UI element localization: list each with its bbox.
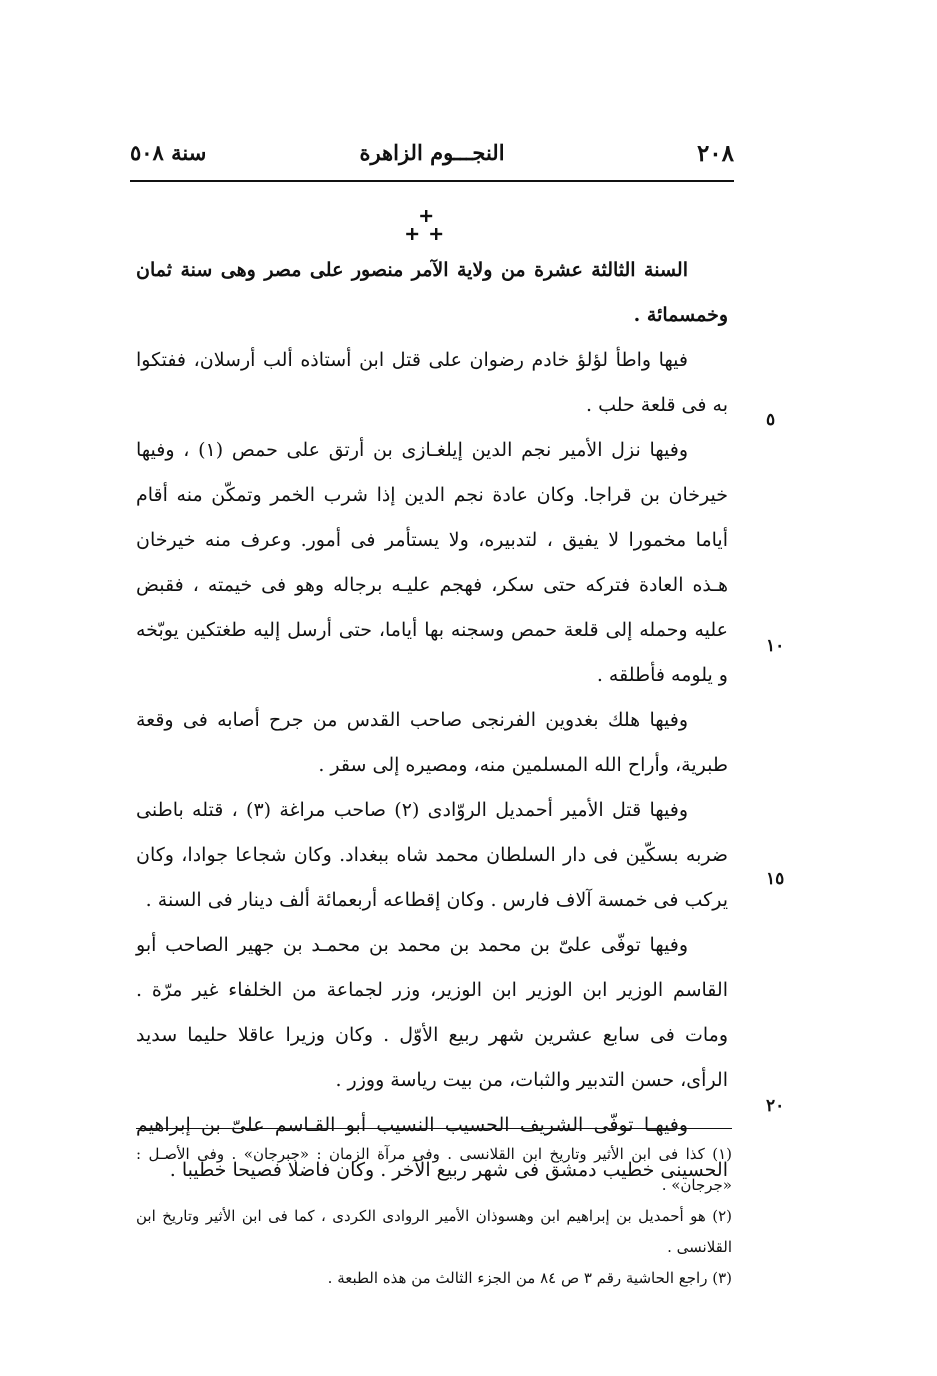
- page-number: ٢٠٨: [696, 140, 734, 167]
- running-year: سنة ٥٠٨: [130, 140, 207, 165]
- header-rule: [130, 180, 734, 182]
- year-heading: السنة الثالثة عشرة من ولاية الآمر منصور على مصر وهى سنة ثمان وخمسمائة .: [136, 259, 728, 326]
- margin-line-number-5: ٥: [766, 410, 776, 430]
- body-text: [136, 248, 728, 1193]
- paragraph-ahmadil: وفيها قتل الأمير أحمديل الروّادى (٢) صاحب مراغة (٣) ، قتله باطنى ضربه بسكّين فى دار السلطان محمد شاه ببغداد. وكان شجاعا جوادا، وكان يركب فى خمسة آلاف فارس . وكان إقطاعه أربعمائة ألف دينار فى السنة .: [136, 799, 728, 911]
- footnote-1: (١) كذا فى ابن الأثير وتاريخ ابن القلانسى . وفى مرآة الزمان : «جبرجان» . وفى الأصـل : «جرجان» .: [136, 1145, 732, 1194]
- margin-line-number-15: ١٥: [766, 869, 785, 889]
- footnote-3: (٣) راجع الحاشية رقم ٣ ص ٨٤ من الجزء الثالث من هذه الطبعة .: [327, 1269, 732, 1287]
- footnotes: [136, 1128, 732, 1294]
- paragraph-baldwin: وفيها هلك بغدوين الفرنجى صاحب القدس من جرح أصابه فى وقعة طبرية، وأراح الله المسلمين منه، ومصيره إلى سقر .: [136, 709, 728, 776]
- footnote-2: (٢) هو أحمديل بن إبراهيم ابن وهسوذان الأمير الروادى الكردى ، كما فى ابن الأثير وتاريخ ابن القلانسى .: [136, 1207, 732, 1256]
- paragraph-sharif-husayni: وفيهـا توفّى الشريف الحسيب النسيب أبو القـاسم علىّ بن إبراهيم الحسينى خطيب دمشق فى شهر ربيع الآخر . وكان فاضلا فصيحا خطيبا .: [136, 1114, 728, 1181]
- margin-line-number-20: ٢٠: [766, 1096, 785, 1116]
- running-title: النجـــوم الزاهرة: [359, 140, 505, 165]
- running-header: [130, 140, 734, 176]
- margin-line-number-10: ١٠: [766, 636, 785, 656]
- section-ornament-icon: [398, 208, 458, 248]
- paragraph-lulu: فيها واطأ لؤلؤ خادم رضوان على قتل ابن أستاذه ألب أرسلان، ففتكوا به فى قلعة حلب .: [136, 349, 728, 416]
- paragraph-ilghazi: وفيها نزل الأمير نجم الدين إيلغـازى بن أرتق على حمص (١) ، وفيها خيرخان بن قراجا. وكان عادة نجم الدين إذا شرب الخمر وتمكّن منه أقام أياما مخمورا لا يفيق ، لتدبيره، ولا يستأمر فى أمور. وعرف منه خيرخان هـذه العادة فتركه حتى سكر، فهجم عليـه برجاله وهو فى خيمته ، فقبض عليه وحمله إلى قلعة حمص وسجنه بها أياما، حتى أرسل إليه طغتكين يوبّخه و يلومه فأطلقه .: [136, 439, 728, 686]
- paragraph-ibn-jahir: وفيها توفّى علىّ بن محمد بن محمد بن محمـد بن جهير الصاحب أبو القاسم الوزير ابن الوزير ابن الوزير، وزر لجماعة من الخلفاء غير مرّة . ومات فى سابع عشرين شهر ربيع الأوّل . وكان وزيرا عاقلا حليما سديد الرأى، حسن التدبير والثبات، من بيت رياسة ووزر .: [136, 934, 728, 1091]
